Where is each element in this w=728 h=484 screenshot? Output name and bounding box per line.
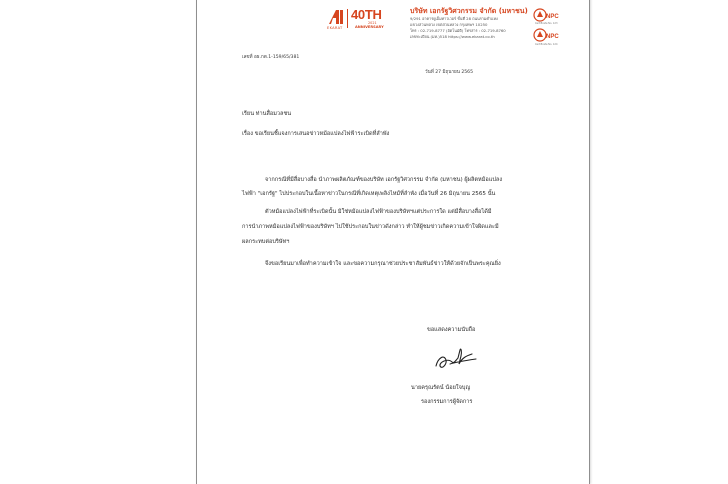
closing: ขอแสดงความนับถือ (427, 327, 476, 333)
anniversary-year: 2021 (368, 21, 377, 25)
cert-label: NPC (546, 34, 559, 40)
body-line: ไฟฟ้า "เอกรัฐ" ไปประกอบในเนื้อหาข่าวในกรณีที่เกิดเหตุเพลิงไหม้ที่ลำพัง เมื่อวันที่ 26 มิถุนายน 2565 นั้น (242, 191, 496, 197)
body-line: ผลกระทบต่อบริษัทฯ (242, 239, 290, 245)
registration-line: เลขทะเบียน (มห.)518 https://www.ekarat.co.th (410, 34, 495, 39)
logo-divider (347, 9, 348, 28)
npc-certification-icon (533, 28, 559, 42)
anniversary-label: ANNIVERSARY (355, 25, 384, 29)
cert-caption: Certificate No. 123 (535, 22, 558, 25)
phone-line: โทร : 02-719-8777 (อัตโนมัติ) โทรสาร : 02-719-8760 (410, 28, 506, 33)
cert-label: NPC (546, 14, 559, 20)
letter-page (196, 0, 590, 484)
body-line: จากกรณีที่มีสื่อบางสื่อ นำภาพผลิตภัณฑ์ของบริษัท เอกรัฐวิศวกรรม จำกัด (มหาชน) ผู้ผลิตหม้อแปลง (265, 177, 503, 183)
npc-certification-icon (533, 8, 559, 22)
reference-number: เลขที่ อธ.กต.1-159/65/381 (242, 55, 300, 60)
signer-title: รองกรรมการผู้จัดการ (421, 399, 473, 405)
body-line: ตัวหม้อแปลงไฟฟ้าที่ระเบิดนั้น มิใช่หม้อแปลงไฟฟ้าของบริษัทฯแต่ประการใด แต่มีสื่อบางสื่อได้มี (265, 209, 492, 215)
address-line: แขวงสวนหลวง เขตสวนหลวง กรุงเทพฯ 10250 (410, 22, 488, 27)
address-line: 9/291 อาคารยูเอ็มทาวเวอร์ ชั้นที่ 28 ถนนรามคำแหง (410, 16, 498, 21)
ekarat-logo-icon (329, 10, 343, 24)
signature-image (432, 344, 478, 374)
anniversary-number: 40TH (351, 7, 382, 22)
brand-wordmark: EKARAT (327, 26, 343, 30)
signer-name: นายครุณรัตน์ น้อยใจบุญ (411, 385, 471, 391)
recipient: เรียน ท่านสื่อมวลชน (242, 111, 292, 117)
body-line: จึงขอเรียนมาเพื่อทำความเข้าใจ และขอความกรุณาช่วยประชาสัมพันธ์ข่าวให้ด้วยจักเป็นพระคุณยิ่ง (265, 261, 501, 267)
letter-date: วันที่ 27 มิถุนายน 2565 (425, 70, 474, 75)
cert-caption: Certificate No. 124 (535, 43, 558, 46)
body-line: การนำภาพหม้อแปลงไฟฟ้าของบริษัทฯ ไปใช้ประกอบในข่าวดังกล่าว ทำให้ผู้ชมข่าวเกิดความเข้าใจผิดและมี (242, 224, 499, 230)
subject-line: เรื่อง ขอเรียนชี้แจงการเสนอข่าวหม้อแปลงไฟฟ้าระเบิดที่ลำพัง (242, 131, 390, 137)
company-name: บริษัท เอกรัฐวิศวกรรม จำกัด (มหาชน) (410, 7, 528, 15)
